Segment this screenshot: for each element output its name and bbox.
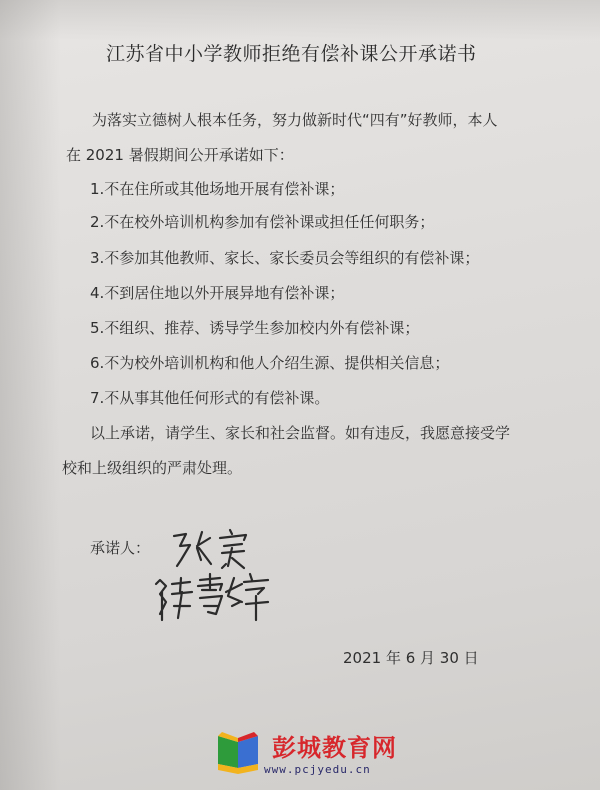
pledge-item-6: 6.不为校外培训机构和他人介绍生源、提供相关信息； xyxy=(90,354,450,372)
closing-line-2: 校和上级组织的严肃处理。 xyxy=(62,459,243,477)
closing-line-1: 以上承诺，请学生、家长和社会监督。如有违反，我愿意接受学 xyxy=(90,424,511,442)
page-shadow-left xyxy=(0,0,60,790)
intro-line-1: 为落实立德树人根本任务，努力做新时代“四有”好教师，本人 xyxy=(92,111,498,129)
pledge-item-4: 4.不到居住地以外开展异地有偿补课； xyxy=(90,284,345,302)
handwritten-signature xyxy=(150,522,270,632)
pledge-item-2: 2.不在校外培训机构参加有偿补课或担任任何职务； xyxy=(90,213,435,231)
signing-date: 2021 年 6 月 30 日 xyxy=(343,649,479,667)
site-watermark xyxy=(200,726,410,786)
page-shadow-top xyxy=(0,0,600,40)
document-title: 江苏省中小学教师拒绝有偿补课公开承诺书 xyxy=(106,43,477,65)
pledge-item-7: 7.不从事其他任何形式的有偿补课。 xyxy=(90,389,330,407)
site-url: www.pcjyedu.cn xyxy=(264,763,371,776)
pledge-item-3: 3.不参加其他教师、家长、家长委员会等组织的有偿补课； xyxy=(90,249,480,267)
pledge-item-1: 1.不在住所或其他场地开展有偿补课； xyxy=(90,180,345,198)
intro-line-2: 在 2021 暑假期间公开承诺如下： xyxy=(66,146,294,164)
pledge-item-5: 5.不组织、推荐、诱导学生参加校内外有偿补课； xyxy=(90,319,420,337)
site-name: 彭城教育网 xyxy=(272,734,397,762)
open-book-icon xyxy=(212,728,264,776)
signature-label: 承诺人： xyxy=(90,539,151,557)
